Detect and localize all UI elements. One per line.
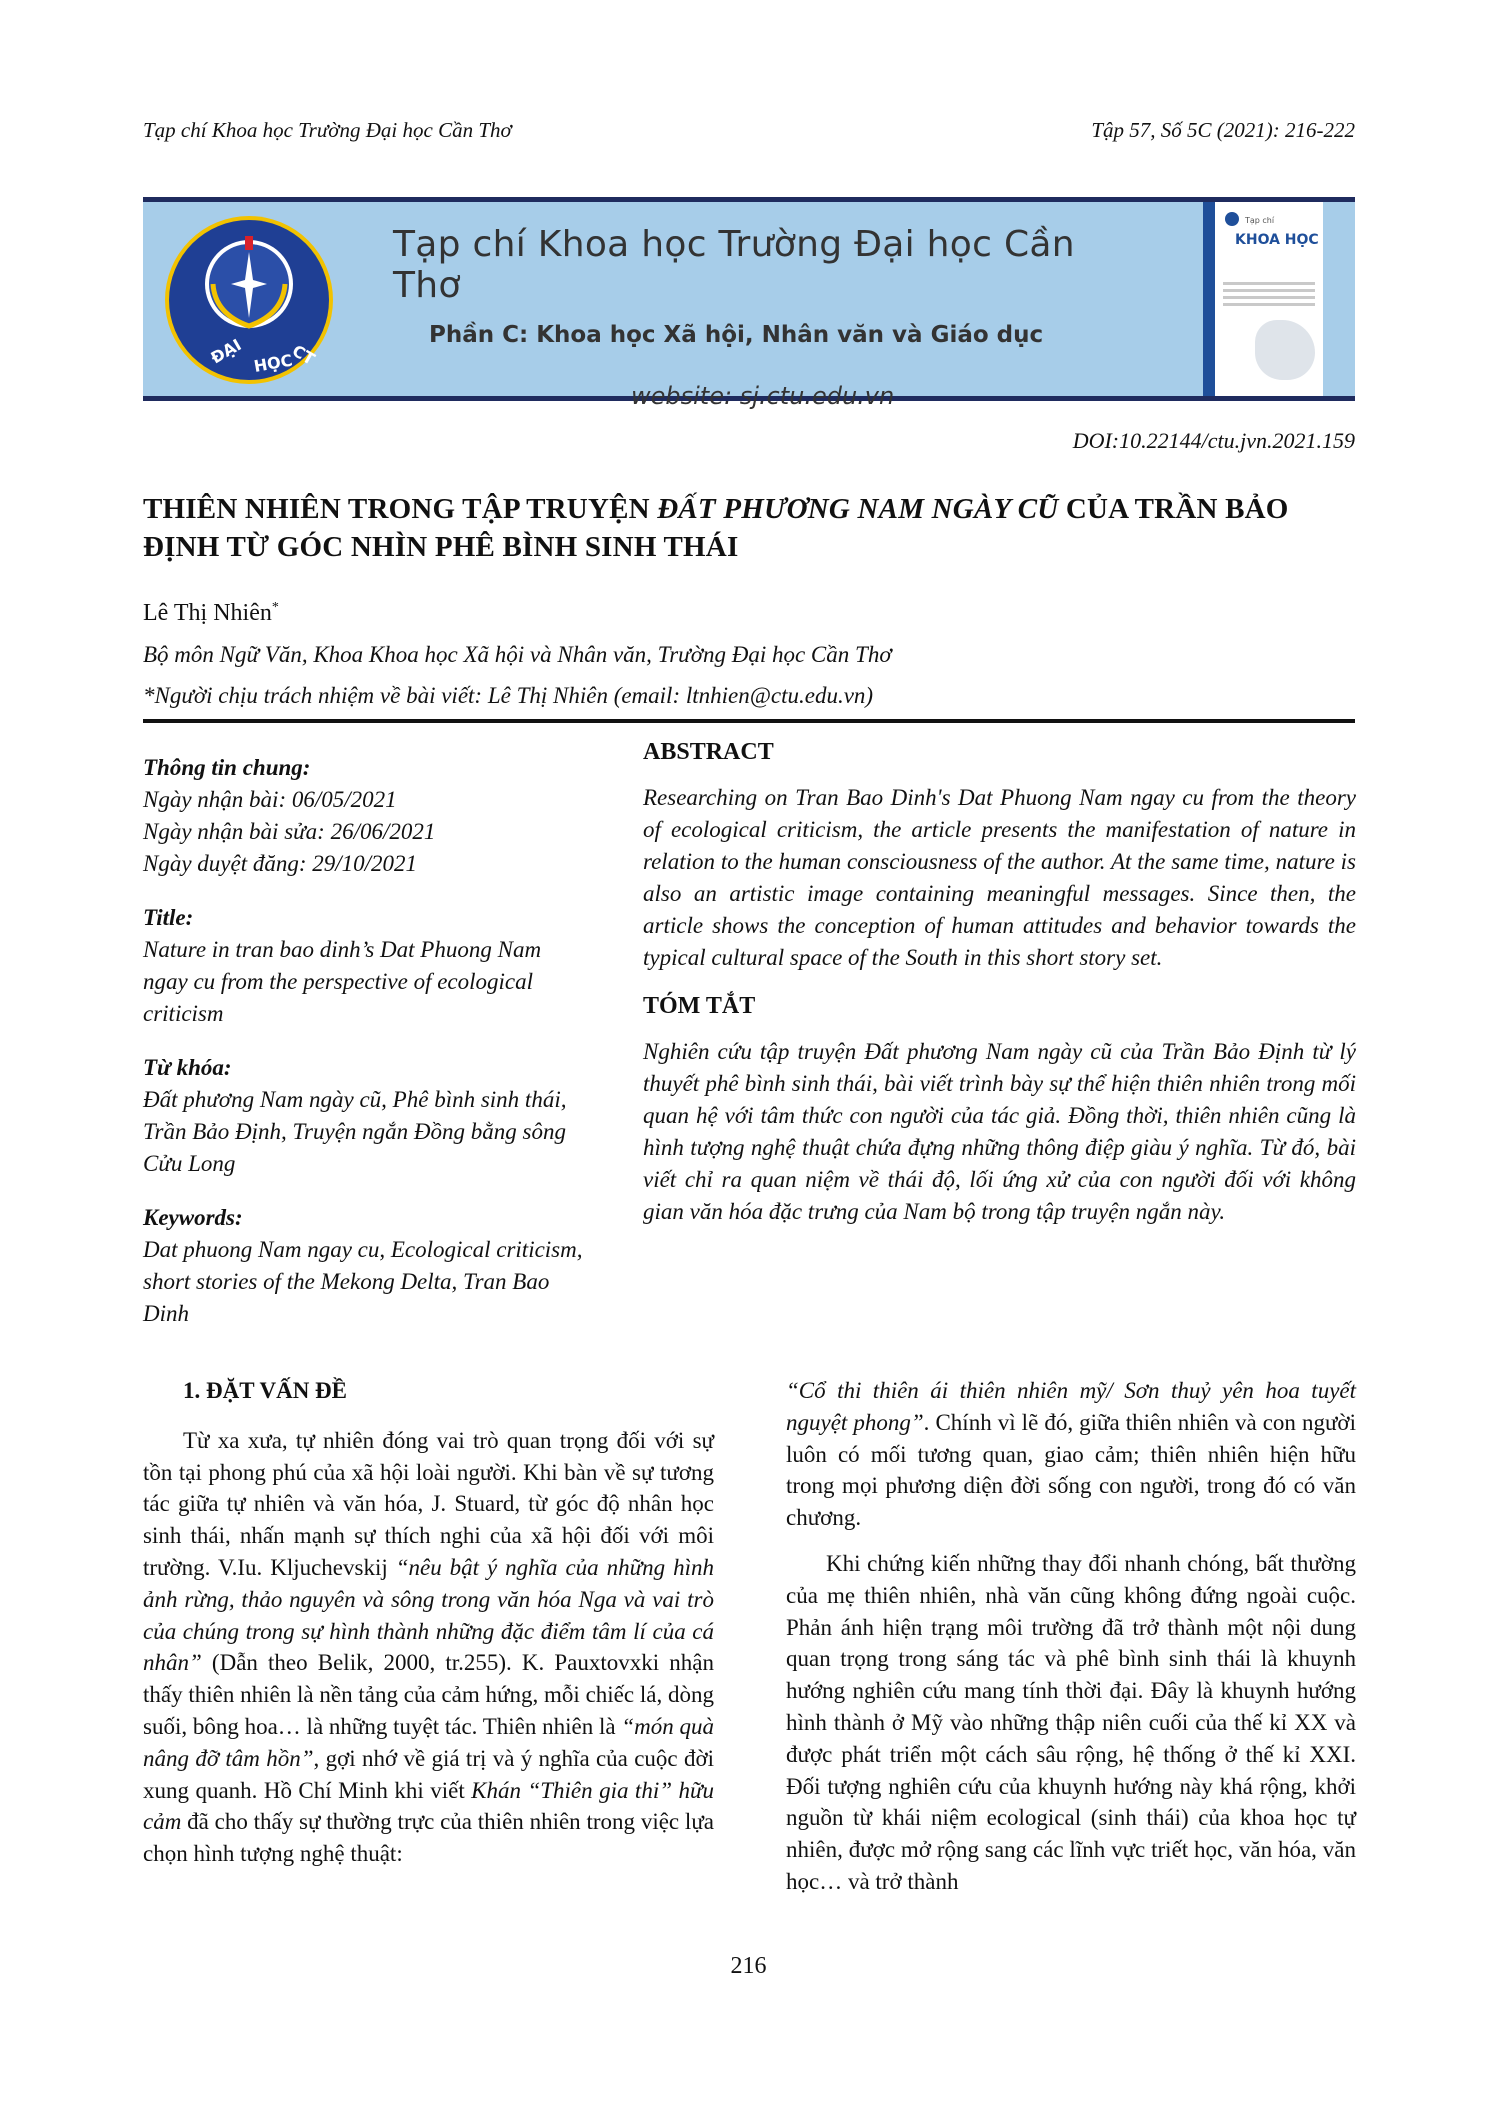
banner-title: Tạp chí Khoa học Trường Đại học Cần Thơ: [393, 224, 1075, 306]
tomtat-heading: TÓM TẮT: [643, 993, 756, 1019]
keywords-heading: Keywords:: [143, 1205, 243, 1230]
tukhoa-heading: Từ khóa:: [143, 1055, 232, 1080]
running-header-journal: Tạp chí Khoa học Trường Đại học Cần Thơ: [143, 118, 512, 142]
author: [143, 600, 279, 627]
body-left-column: [143, 1375, 714, 1884]
cover-title: KHOA HỌC: [1235, 232, 1319, 248]
keywords-value: Dat phuong Nam ngay cu, Ecological criticism, short stories of the Mekong Delta, Tran Bao Dinh: [143, 1237, 583, 1326]
revised-date: Ngày nhận bài sửa: 26/06/2021: [143, 819, 436, 844]
english-title: Nature in tran bao dinh’s Dat Phuong Nam ngay cu from the perspective of ecological criticism: [143, 937, 542, 1026]
title-part: THIÊN NHIÊN TRONG TẬP TRUYỆN: [143, 493, 658, 525]
author-mark: *: [271, 600, 279, 615]
received-date: Ngày nhận bài: 06/05/2021: [143, 787, 397, 812]
page-number: 216: [730, 1953, 767, 1979]
university-logo-icon: [163, 214, 335, 386]
title-book-name: ĐẤT PHƯƠNG NAM NGÀY CŨ: [657, 493, 1059, 525]
corresponding-author: *Người chịu trách nhiệm về bài viết: Lê Thị Nhiên (email: ltnhien@ctu.edu.vn): [143, 683, 874, 708]
cover-small-text: Tạp chí: [1245, 216, 1275, 225]
abstract-column: [643, 736, 1356, 1228]
quote: “Cổ thi thiên ái thiên nhiên mỹ/ Sơn thuỷ yên hoa tuyết nguyệt phong”: [786, 1378, 1356, 1435]
svg-text:HỌC: HỌC: [252, 350, 294, 376]
banner-titles: [393, 224, 1113, 410]
svg-text:ĐẠI: ĐẠI: [207, 335, 245, 368]
text-run: . Chính vì lẽ đó, giữa thiên nhiên và con người luôn có mối tương quan, giao cảm; thiên nhiên hiện hữu trong mọi phương diện đời sống con người, trong đó có văn chương.: [786, 1409, 1356, 1531]
affiliation: Bộ môn Ngữ Văn, Khoa Khoa học Xã hội và Nhân văn, Trường Đại học Cần Thơ: [143, 642, 892, 667]
paragraph: Khi chứng kiến những thay đổi nhanh chóng, bất thường của mẹ thiên nhiên, nhà văn cũng không đứng ngoài cuộc. Phản ánh hiện trạng môi trường đã trở thành một nội dung quan trọng trong sáng tác và phê bình sinh thái là khuynh hướng nghiên cứu mang tính thời đại. Đây là khuynh hướng hình thành ở Mỹ vào những thập niên cuối của thế kỉ XX và được phát triển một cách sâu rộng, hệ thống ở thế kỉ XXI. Đối tượng nghiên cứu của khuynh hướng này khá rộng, khởi nguồn từ khái niệm ecological (sinh thái) của khoa học tự nhiên, được mở rộng sang các lĩnh vực triết học, văn hóa, văn học… và trở thành: [786, 1550, 1356, 1894]
work-title: Khán “Thiên gia thi” hữu cảm: [143, 1777, 714, 1835]
paragraph: [143, 1425, 714, 1870]
tomtat-text: Nghiên cứu tập truyện Đất phương Nam ngày cũ của Trần Bảo Định từ lý thuyết phê bình sinh thái, bài viết trình bày sự thể hiện thiên nhiên trong mối quan hệ với tâm thức con người của tác giả. Đồng thời, thiên nhiên cũng là hình tượng nghệ thuật chứa đựng những thông điệp giàu ý nghĩa. Từ đó, bài viết chỉ ra quan niệm về thái độ, lối ứng xử của con người đối với không gian văn hóa đặc trưng của Nam bộ trong tập truyện ngắn này.: [643, 1039, 1356, 1224]
text-run: đã cho thấy sự thường trực của thiên nhiên trong việc lựa chọn hình tượng nghệ thuật:: [143, 1809, 714, 1867]
tukhoa-value: Đất phương Nam ngày cũ, Phê bình sinh thái, Trần Bảo Định, Truyện ngắn Đồng bằng sông Cửu Long: [143, 1087, 567, 1176]
text-run: , gợi nhớ về giá trị và ý nghĩa của cuộc đời xung quanh. Hồ Chí Minh khi viết: [143, 1745, 715, 1803]
article-info-sidebar: [143, 752, 583, 1352]
abstract-text: Researching on Tran Bao Dinh's Dat Phuong Nam ngay cu from the theory of ecological criticism, the article presents the manifestation of nature in relation to the human consciousness of the author. At the same time, nature is also an artistic image containing meaningful messages. Since then, the article shows the conception of human attitudes and behavior towards the typical cultural space of the South in this short story set.: [643, 785, 1356, 970]
doi: DOI:10.22144/ctu.jvn.2021.159: [1072, 428, 1355, 453]
text-run: Từ xa xưa, tự nhiên đóng vai trò quan trọng đối với sự tồn tại phong phú của xã hội loài người. Khi bàn về sự tương tác giữa tự nhiên và văn hóa, J. Stuard, từ góc độ nhân học sinh thái, nhấn mạnh sự thích nghi của xã hội đối với môi trường. V.Iu. Kljuchevskij: [143, 1427, 714, 1580]
body-right-column: [786, 1375, 1356, 1912]
journal-banner: [143, 197, 1355, 410]
quote: “món quà nâng đỡ tâm hồn”: [143, 1713, 714, 1771]
cover-text-lines: [1223, 282, 1315, 310]
abstract-heading: ABSTRACT: [643, 739, 774, 765]
running-header-issue: Tập 57, Số 5C (2021): 216-222: [1091, 118, 1355, 142]
banner-website: website: sj.ctu.edu.vn: [631, 382, 895, 410]
cover-logo-icon: [1225, 212, 1239, 226]
journal-cover-icon: [1203, 202, 1323, 396]
quote: “nêu bật ý nghĩa của những hình ảnh rừng, thảo nguyên và sông trong văn hóa Nga và vai trò của chúng trong sự hình thành những đặc điểm tâm lí của cá nhân”: [143, 1554, 715, 1676]
title-heading: Title:: [143, 905, 194, 930]
svg-text:CT: CT: [289, 341, 319, 369]
author-name: Lê Thị Nhiên: [143, 600, 272, 626]
section-heading: 1. ĐẶT VẤN ĐỀ: [183, 1378, 348, 1403]
paragraph: [786, 1375, 1356, 1534]
cover-map-icon: [1255, 320, 1315, 380]
article-title: [143, 490, 1353, 566]
divider: [143, 719, 1355, 723]
accepted-date: Ngày duyệt đăng: 29/10/2021: [143, 851, 418, 876]
title-part: CỦA TRẦN BẢO ĐỊNH TỪ GÓC NHÌN PHÊ BÌNH SINH THÁI: [143, 493, 1289, 563]
info-heading: Thông tin chung:: [143, 755, 311, 780]
text-run: (Dẫn theo Belik, 2000, tr.255). K. Pauxtovxki nhận thấy thiên nhiên là nền tảng của cảm hứng, mỗi chiếc lá, dòng suối, bông hoa… là những tuyệt tác. Thiên nhiên là: [143, 1650, 714, 1739]
banner-subtitle: Phần C: Khoa học Xã hội, Nhân văn và Giáo dục: [429, 322, 1044, 348]
